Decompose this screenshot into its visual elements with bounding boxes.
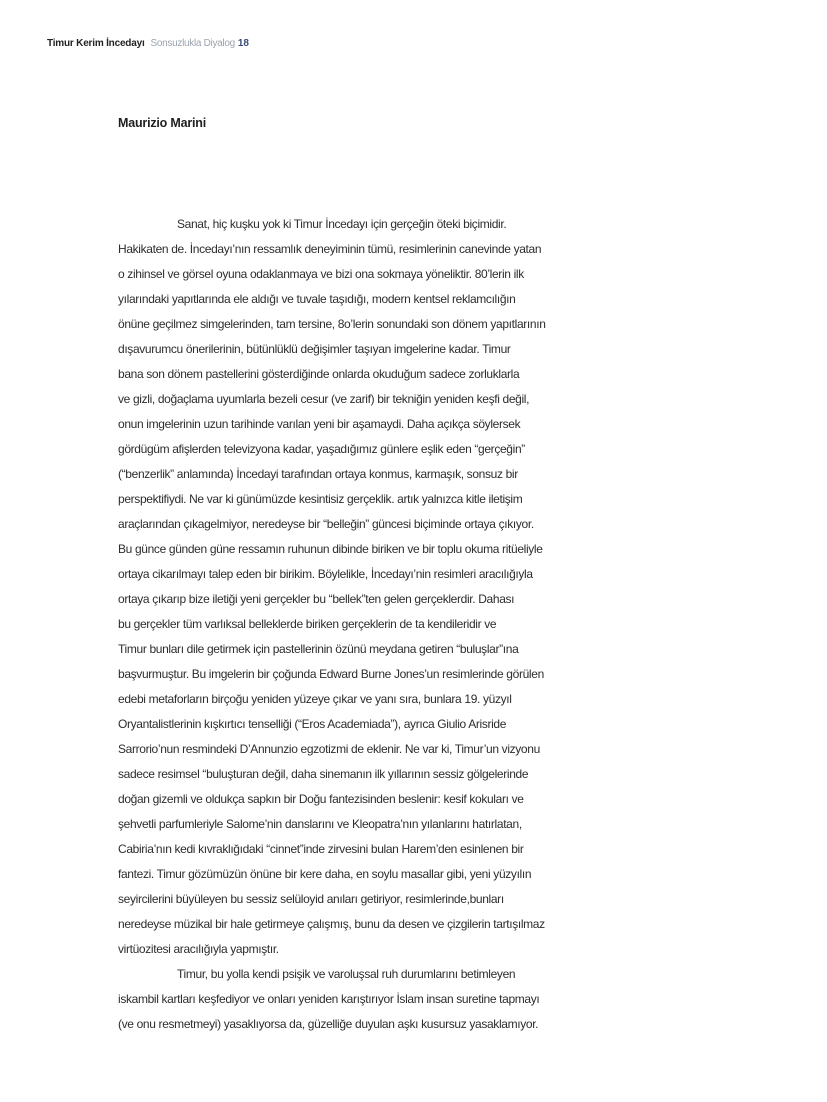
- paragraph-line: araçlarından çıkagelmiyor, neredeyse bir “belleğin” güncesi biçiminde ortaya çıkıyor.: [118, 517, 534, 531]
- paragraph-line: Cabiria’nın kedi kıvraklığıdaki “cinnet”inde zirvesini bulan Harem’den esinlenen bir: [118, 842, 524, 856]
- paragraph-line: (“benzerlik” anlamında) İncedayi tarafından ortaya konmus, karmaşık, sonsuz bir: [118, 467, 518, 481]
- paragraph-line: bu gerçekler tüm varlıksal belleklerde biriken gerçeklerin de ta kendileridir ve: [118, 617, 497, 631]
- paragraph-line: ortaya cikarılmayı talep eden bir birikim. Böylelikle, İncedayı’nin resimleri aracılığıyla: [118, 567, 533, 581]
- paragraph-line: Sarrorio’nun resmindeki D’Annunzio egzotizmi de eklenir. Ne var ki, Timur’un vizyonu: [118, 742, 540, 756]
- paragraph-line: bana son dönem pastellerini gösterdiğinde onlarda okuduğum sadece zorluklarla: [118, 367, 520, 381]
- paragraph-line: doğan gizemli ve oldukça sapkın bir Doğu fantezisinden beslenir: kesif kokuları ve: [118, 792, 524, 806]
- paragraph-line: (ve onu resmetmeyi) yasaklıyorsa da, güzelliğe duyulan aşkı kusursuz yasaklamıyor.: [118, 1017, 539, 1031]
- page-number: 18: [237, 38, 249, 49]
- paragraph-line: ve gizli, doğaçlama uyumlarla bezeli cesur (ve zarif) bir tekniğin yeniden keşfi değil,: [118, 392, 530, 406]
- paragraph-line: Sanat, hiç kuşku yok ki Timur İncedayı için gerçeğin öteki biçimidir.: [177, 217, 507, 231]
- paragraph-line: edebi metaforların birçoğu yeniden yüzeye çıkar ve yanı sıra, bunlara 19. yüzyıl: [118, 692, 512, 706]
- running-header: [47, 37, 249, 50]
- paragraph-line: sadece resimsel “buluşturan değil, daha sinemanın ilk yıllarının sessiz gölgelerinde: [118, 767, 529, 781]
- paragraph-line: perspektifiydi. Ne var ki günümüzde kesintisiz gerçeklik. artık yalnızca kitle iletişim: [118, 492, 523, 506]
- paragraph-line: neredeyse müzikal bir hale getirmeye çalışmış, bunu da desen ve çizgilerin tartışılmaz: [118, 917, 545, 931]
- paragraph-line: Oryantalistlerinin kışkırtıcı tenselliği (“Eros Academiada”), ayrıca Giulio Arisride: [118, 717, 507, 731]
- paragraph-line: şehvetli parfumleriyle Salome’nin danslarını ve Kleopatra’nın yılanlarını hatırlatan,: [118, 817, 522, 831]
- paragraph-line: virtüozitesi aracılığıyla yapmıştır.: [118, 942, 279, 956]
- paragraph-line: Hakikaten de. İncedayı’nın ressamlık deneyiminin tümü, resimlerinin canevinde yatan: [118, 242, 542, 256]
- paragraph-line: Bu günce günden güne ressamın ruhunun dibinde biriken ve bir toplu okuma ritüeliyle: [118, 542, 543, 556]
- header-book-title: Sonsuzlukla Diyalog: [150, 38, 235, 49]
- paragraph-line: önüne geçilmez simgelerinden, tam tersine, 8o’lerin sonundaki son dönem yapıtlarının: [118, 317, 546, 331]
- paragraph-line: onun imgelerinin uzun tarihinde varılan yeni bir aşamaydi. Daha açıkça söylersek: [118, 417, 521, 431]
- paragraph-line: ortaya çıkarıp bize iletiği yeni gerçekler bu “bellek”ten gelen gerçeklerdir. Dahası: [118, 592, 515, 606]
- paragraph-line: başvurmuştur. Bu imgelerin bir çoğunda Edward Burne Jones’un resimlerinde görülen: [118, 667, 544, 681]
- paragraph-line: dışavurumcu önerilerinin, bütünlüklü değişimler taşıyan imgelerine kadar. Timur: [118, 342, 511, 356]
- paragraph-line: yılarındaki yapıtlarında ele aldığı ve tuvale taşıdığı, modern kentsel reklamcılığın: [118, 292, 516, 306]
- article-body: [118, 212, 598, 1037]
- paragraph-line: fantezi. Timur gözümüzün önüne bir kere daha, en soylu masallar gibi, yeni yüzyılın: [118, 867, 532, 881]
- header-author: Timur Kerim İncedayı: [47, 38, 145, 49]
- article-author-heading: Maurizio Marini: [118, 116, 206, 130]
- paragraph-line: seyircilerini büyüleyen bu sessiz selüloyid anıları getiriyor, resimlerinde,bunları: [118, 892, 504, 906]
- paragraph-line: Timur, bu yolla kendi psişik ve varoluşsal ruh durumlarını betimleyen: [177, 967, 516, 981]
- paragraph-line: iskambil kartları keşfediyor ve onları yeniden karıştırıyor İslam insan suretine tapmayı: [118, 992, 540, 1006]
- paragraph-line: Timur bunları dile getirmek için pastellerinin özünü meydana getiren “buluşlar”ına: [118, 642, 519, 656]
- paragraph-line: gördügüm afişlerden televizyona kadar, yaşadığımız günlere eşlik eden “gerçeğin”: [118, 442, 525, 456]
- paragraph-line: o zihinsel ve görsel oyuna odaklanmaya ve bizi ona sokmaya yöneliktir. 80’lerin ilk: [118, 267, 524, 281]
